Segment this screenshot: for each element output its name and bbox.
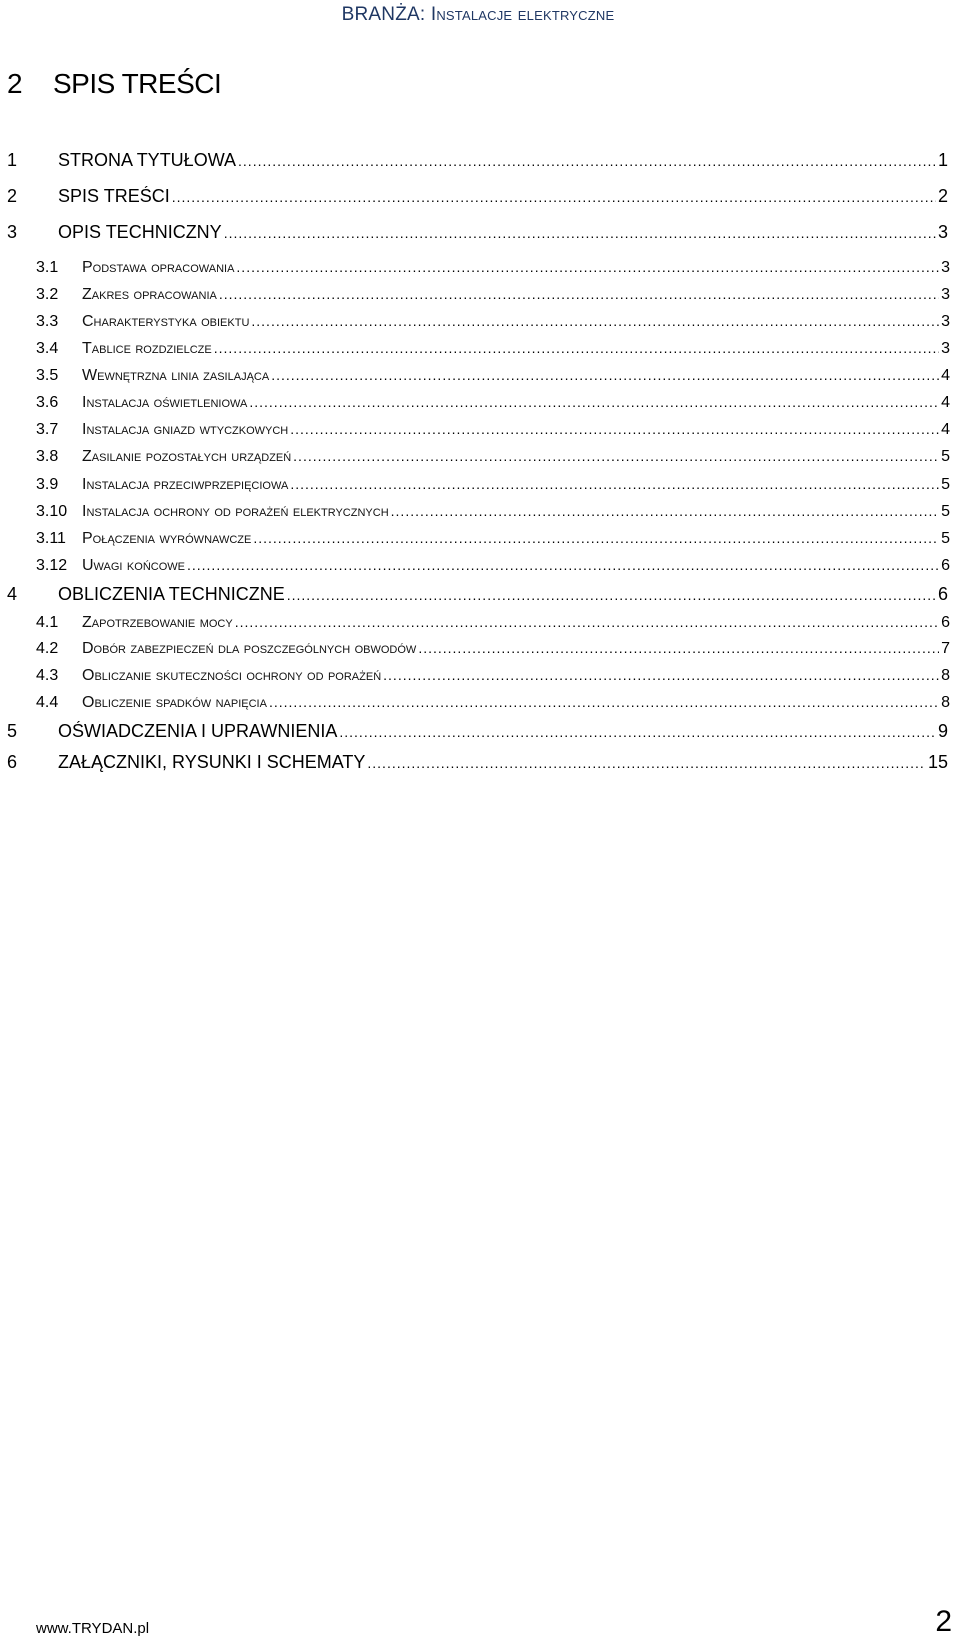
toc-leader-dots — [235, 614, 939, 630]
toc-entry-page: 5 — [941, 476, 950, 493]
toc-entry[interactable] — [0, 421, 950, 443]
toc-entry-page: 3 — [941, 313, 950, 330]
toc-entry-number: 4.1 — [36, 614, 59, 631]
toc-entry-page: 15 — [927, 752, 948, 772]
toc-entry-page: 3 — [941, 340, 950, 357]
toc-entry[interactable] — [0, 259, 950, 281]
toc-leader-dots — [391, 503, 939, 519]
page-header — [0, 4, 956, 26]
toc-entry-title: Uwagi końcowe — [82, 557, 185, 574]
toc-entry-title: Dobór zabezpieczeń dla poszczególnych obwodów — [82, 640, 417, 657]
toc-entry[interactable] — [0, 394, 950, 416]
toc-entry-page: 2 — [937, 186, 948, 206]
toc-entry-number: 4 — [7, 584, 18, 604]
toc-leader-dots — [172, 189, 936, 205]
toc-leader-dots — [214, 340, 939, 356]
toc-entry-number: 3 — [7, 222, 18, 242]
toc-entry-page: 4 — [941, 367, 950, 384]
toc-entry-page: 5 — [941, 448, 950, 465]
toc-leader-dots — [418, 640, 939, 656]
toc-leader-dots — [367, 755, 926, 771]
toc-entry-number: 1 — [7, 150, 18, 170]
toc-entry[interactable] — [0, 340, 950, 362]
toc-entry-title: Instalacja gniazd wtyczkowych — [82, 421, 289, 438]
toc-leader-dots — [293, 448, 939, 464]
toc-entry-number: 3.7 — [36, 421, 59, 438]
toc-entry-title: Instalacja przeciwprzepięciowa — [82, 476, 289, 493]
toc-entry-number: 3.4 — [36, 340, 59, 357]
toc-leader-dots — [187, 557, 939, 573]
toc-entry-title: Zasilanie pozostałych urządzeń — [82, 448, 292, 465]
toc-entry-page: 1 — [937, 150, 948, 170]
toc-entry-number: 3.5 — [36, 367, 59, 384]
toc-entry[interactable] — [0, 186, 948, 212]
toc-entry[interactable] — [0, 313, 950, 335]
toc-entry-page: 3 — [937, 222, 948, 242]
toc-leader-dots — [290, 476, 939, 492]
toc-entry-page: 4 — [941, 421, 950, 438]
toc-leader-dots — [219, 286, 939, 302]
toc-leader-dots — [287, 587, 936, 603]
toc-leader-dots — [251, 313, 939, 329]
toc-entry-title: Charakterystyka obiektu — [82, 313, 250, 330]
toc-entry[interactable] — [0, 448, 950, 470]
toc-entry[interactable] — [0, 557, 950, 579]
toc-entry-number: 3.2 — [36, 286, 59, 303]
toc-entry[interactable] — [0, 614, 950, 636]
toc-entry-title: Zapotrzebowanie mocy — [82, 614, 233, 631]
toc-entry-title: OŚWIADCZENIA I UPRAWNIENIA — [58, 721, 338, 741]
toc-entry-number: 6 — [7, 752, 18, 772]
toc-entry-title: Instalacja ochrony od porażeń elektrycznych — [82, 503, 389, 520]
toc-entry[interactable] — [0, 150, 948, 176]
toc-entry-page: 4 — [941, 394, 950, 411]
toc-entry-page: 6 — [941, 614, 950, 631]
toc-entry-number: 3.10 — [36, 503, 68, 520]
toc-leader-dots — [339, 724, 936, 740]
toc-entry-number: 3.8 — [36, 448, 59, 465]
toc-leader-dots — [253, 530, 939, 546]
toc-entry-number: 3.9 — [36, 476, 59, 493]
toc-entry-title: OBLICZENIA TECHNICZNE — [58, 584, 285, 604]
toc-entry-page: 7 — [941, 640, 950, 657]
toc-leader-dots — [238, 153, 936, 169]
toc-entry-number: 5 — [7, 721, 18, 741]
toc-entry-title: Zakres opracowania — [82, 286, 217, 303]
toc-leader-dots — [224, 225, 936, 241]
toc-entry-title: Tablice rozdzielcze — [82, 340, 212, 357]
toc-entry-number: 2 — [7, 186, 18, 206]
toc-entry-title: STRONA TYTUŁOWA — [58, 150, 237, 170]
toc-entry-number: 4.3 — [36, 667, 59, 684]
section-heading — [7, 68, 221, 100]
toc-entry[interactable] — [0, 721, 948, 747]
toc-entry-number: 3.1 — [36, 259, 59, 276]
toc-entry[interactable] — [0, 694, 950, 716]
toc-entry-number: 4.2 — [36, 640, 59, 657]
toc-entry-page: 8 — [941, 694, 950, 711]
toc-entry-page: 6 — [937, 584, 948, 604]
toc-entry[interactable] — [0, 752, 948, 778]
toc-entry-title: Obliczenie spadków napięcia — [82, 694, 267, 711]
toc-entry-number: 3.3 — [36, 313, 59, 330]
toc-leader-dots — [290, 421, 939, 437]
toc-entry-page: 9 — [937, 721, 948, 741]
toc-entry-page: 8 — [941, 667, 950, 684]
toc-entry[interactable] — [0, 503, 950, 525]
toc-leader-dots — [269, 694, 939, 710]
toc-leader-dots — [383, 667, 939, 683]
toc-entry-page: 5 — [941, 503, 950, 520]
toc-entry-number: 3.11 — [36, 530, 66, 547]
toc-entry-title: Obliczanie skuteczności ochrony od porażeń — [82, 667, 382, 684]
toc-entry-title: Podstawa opracowania — [82, 259, 235, 276]
toc-entry[interactable] — [0, 530, 950, 552]
toc-entry[interactable] — [0, 584, 948, 610]
toc-entry-title: Instalacja oświetleniowa — [82, 394, 248, 411]
header-title: BRANŻA: Instalacje elektryczne — [341, 4, 615, 25]
toc-entry[interactable] — [0, 367, 950, 389]
toc-entry-title: ZAŁĄCZNIKI, RYSUNKI I SCHEMATY — [58, 752, 366, 772]
toc-entry-number: 3.12 — [36, 557, 68, 574]
toc-leader-dots — [271, 367, 939, 383]
footer-page-number: 2 — [935, 1605, 952, 1638]
toc-entry-page: 5 — [941, 530, 950, 547]
toc-entry[interactable] — [0, 667, 950, 689]
toc-leader-dots — [236, 259, 939, 275]
toc-entry-title: OPIS TECHNICZNY — [58, 222, 222, 242]
toc-entry-page: 6 — [941, 557, 950, 574]
toc-entry[interactable] — [0, 640, 950, 662]
toc-entry-title: Wewnętrzna linia zasilająca — [82, 367, 270, 384]
toc-entry-title: SPIS TREŚCI — [58, 186, 170, 206]
section-number: 2 — [7, 68, 23, 99]
toc-entry-page: 3 — [941, 259, 950, 276]
toc-entry-page: 3 — [941, 286, 950, 303]
toc-entry[interactable] — [0, 286, 950, 308]
toc-entry-number: 4.4 — [36, 694, 59, 711]
toc-entry-number: 3.6 — [36, 394, 59, 411]
footer-website[interactable]: www.TRYDAN.pl — [36, 1620, 150, 1637]
toc-entry-title: Połączenia wyrównawcze — [82, 530, 252, 547]
toc-entry[interactable] — [0, 222, 948, 248]
toc-entry[interactable] — [0, 476, 950, 498]
section-title: SPIS TREŚCI — [53, 68, 222, 99]
toc-leader-dots — [249, 394, 939, 410]
